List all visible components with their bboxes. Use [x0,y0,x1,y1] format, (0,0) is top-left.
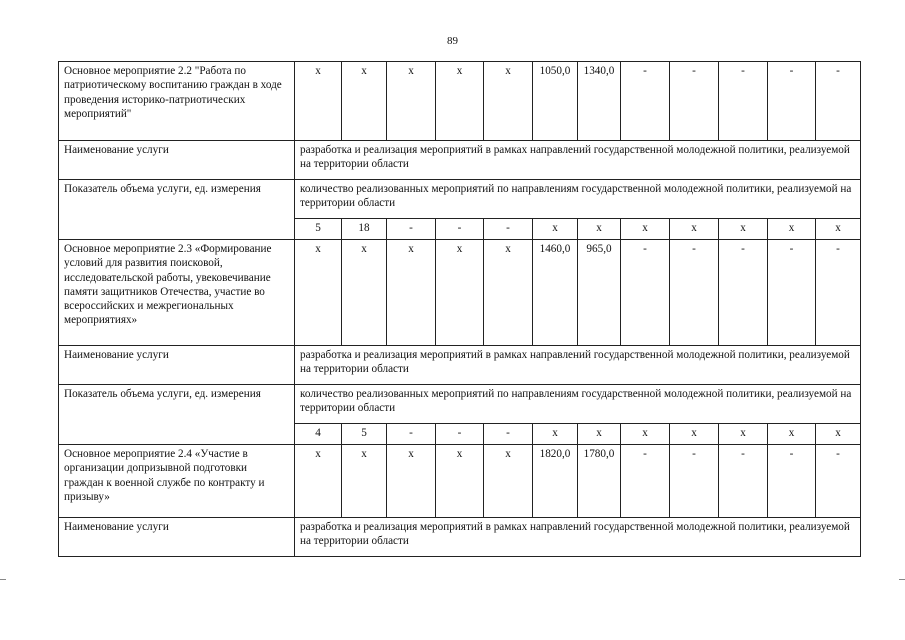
value-cell: - [719,62,768,141]
value-cell: х [436,62,484,141]
service-label: Наименование услуги [59,518,295,557]
value-cell: х [484,445,533,518]
indicator-value-cell: х [533,219,578,240]
indicator-value-cell: - [484,424,533,445]
indicator-value-cell: - [436,219,484,240]
value-cell: 1820,0 [533,445,578,518]
indicator-value-cell: х [719,424,768,445]
right-edge-mark [899,579,905,580]
main-event-row [59,240,861,346]
main-event-row [59,445,861,518]
indicator-value-cell: х [816,424,861,445]
indicator-value-cell: х [670,219,719,240]
value-cell: - [621,62,670,141]
indicator-value-cell: х [533,424,578,445]
indicator-value-cell: х [621,424,670,445]
indicator-value-cell: - [387,219,436,240]
value-cell: 1050,0 [533,62,578,141]
indicator-value-cell: х [816,219,861,240]
value-cell: - [719,240,768,346]
value-cell: 1780,0 [578,445,621,518]
indicator-value-cell: х [670,424,719,445]
indicator-value-cell: - [484,219,533,240]
value-cell: - [670,445,719,518]
indicator-value-cell: - [387,424,436,445]
program-table [58,61,861,557]
service-text: разработка и реализация мероприятий в рамках направлений государственной молодежной политики, реализуемой на территории области [295,141,861,180]
value-cell: - [670,62,719,141]
service-row [59,141,861,180]
value-cell: - [816,62,861,141]
indicator-value-cell: 5 [295,219,342,240]
value-cell: - [621,445,670,518]
value-cell: х [387,240,436,346]
value-cell: х [342,445,387,518]
main-event-label: Основное мероприятие 2.4 «Участие в организации допризывной подготовки граждан к военной службе по контракту и призыву» [59,445,295,518]
indicator-value-cell: 18 [342,219,387,240]
value-cell: - [816,240,861,346]
indicator-value-cell: х [719,219,768,240]
service-row [59,346,861,385]
main-event-label: Основное мероприятие 2.2 "Работа по патриотическому воспитанию граждан в ходе проведения историко-патриотических мероприятий" [59,62,295,141]
value-cell: х [295,62,342,141]
main-event-label: Основное мероприятие 2.3 «Формирование условий для развития поисковой, исследовательской работы, увековечивание памяти защитников Отечества, участие во всероссийских и межрегиональных мероприятиях» [59,240,295,346]
value-cell: х [484,62,533,141]
indicator-value-cell: 4 [295,424,342,445]
indicator-value-cell: х [621,219,670,240]
indicator-value-cell: - [436,424,484,445]
value-cell: х [436,445,484,518]
service-text: разработка и реализация мероприятий в рамках направлений государственной молодежной политики, реализуемой на территории области [295,518,861,557]
value-cell: х [387,62,436,141]
value-cell: - [670,240,719,346]
value-cell: х [342,240,387,346]
value-cell: - [768,445,816,518]
indicator-text: количество реализованных мероприятий по направлениям государственной молодежной политики, реализуемой на территории области [295,385,861,424]
left-edge-mark [0,579,6,580]
value-cell: - [768,240,816,346]
service-label: Наименование услуги [59,346,295,385]
value-cell: - [719,445,768,518]
value-cell: 965,0 [578,240,621,346]
service-text: разработка и реализация мероприятий в рамках направлений государственной молодежной политики, реализуемой на территории области [295,346,861,385]
indicator-value-cell: х [578,424,621,445]
value-cell: х [387,445,436,518]
indicator-label: Показатель объема услуги, ед. измерения [59,385,295,445]
indicator-value-cell: х [768,219,816,240]
value-cell: - [621,240,670,346]
indicator-label: Показатель объема услуги, ед. измерения [59,180,295,240]
value-cell: х [295,445,342,518]
indicator-row [59,385,861,424]
value-cell: х [436,240,484,346]
service-row [59,518,861,557]
value-cell: 1340,0 [578,62,621,141]
service-label: Наименование услуги [59,141,295,180]
value-cell: х [484,240,533,346]
value-cell: х [295,240,342,346]
main-event-row [59,62,861,141]
indicator-text: количество реализованных мероприятий по направлениям государственной молодежной политики, реализуемой на территории области [295,180,861,219]
value-cell: х [342,62,387,141]
indicator-value-cell: 5 [342,424,387,445]
indicator-row [59,180,861,219]
value-cell: - [816,445,861,518]
value-cell: - [768,62,816,141]
indicator-value-cell: х [768,424,816,445]
page-number: 89 [447,35,458,47]
value-cell: 1460,0 [533,240,578,346]
indicator-value-cell: х [578,219,621,240]
